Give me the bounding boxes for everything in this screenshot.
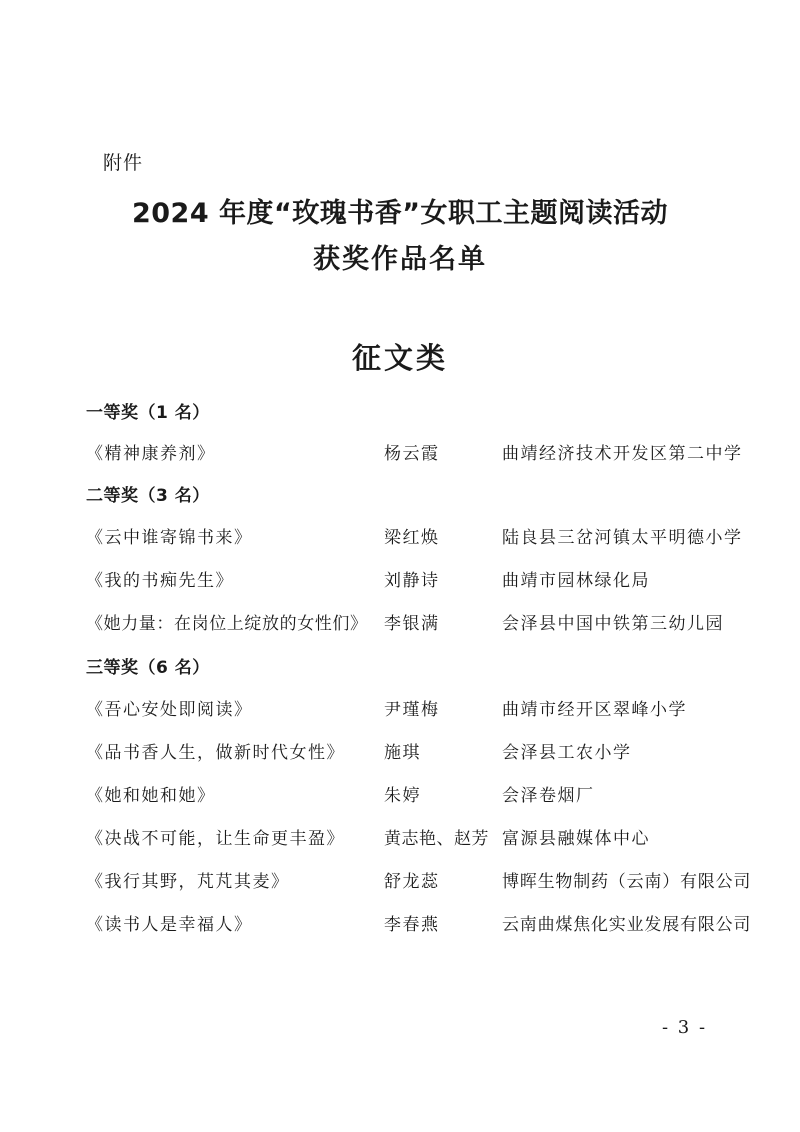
author-name: 施琪 (384, 743, 421, 763)
organization: 会泽县工农小学 (502, 743, 632, 763)
author-name: 舒龙蕊 (384, 872, 440, 892)
award-row (0, 566, 800, 596)
work-title: 《决战不可能，让生命更丰盈》 (86, 829, 345, 849)
tier-heading-third: 三等奖（6 名） (86, 658, 210, 678)
work-title: 《品书香人生，做新时代女性》 (86, 743, 345, 763)
work-title: 《我的书痴先生》 (86, 571, 234, 591)
award-row (0, 439, 800, 469)
author-name: 杨云霞 (384, 444, 440, 464)
organization: 博晖生物制药（云南）有限公司 (502, 872, 752, 892)
author-name: 黄志艳、赵芳 (384, 829, 489, 849)
organization: 曲靖市经开区翠峰小学 (502, 700, 687, 720)
award-row (0, 781, 800, 811)
attachment-label: 附件 (103, 152, 144, 174)
award-row (0, 695, 800, 725)
organization: 会泽卷烟厂 (502, 786, 595, 806)
section-title: 征文类 (351, 341, 448, 375)
author-name: 梁红焕 (384, 528, 440, 548)
award-row (0, 609, 800, 639)
author-name: 李春燕 (384, 915, 440, 935)
work-title: 《我行其野，芃芃其麦》 (86, 872, 290, 892)
work-title: 《她和她和她》 (86, 786, 216, 806)
author-name: 李银满 (384, 614, 440, 634)
author-name: 朱婷 (384, 786, 421, 806)
tier-heading-second: 二等奖（3 名） (86, 486, 210, 506)
organization: 曲靖市园林绿化局 (502, 571, 650, 591)
organization: 会泽县中国中铁第三幼儿园 (502, 614, 724, 634)
organization: 云南曲煤焦化实业发展有限公司 (502, 915, 752, 935)
award-row (0, 867, 800, 897)
award-row (0, 738, 800, 768)
organization: 曲靖经济技术开发区第二中学 (502, 444, 743, 464)
award-row (0, 824, 800, 854)
work-title: 《她力量：在岗位上绽放的女性们》 (86, 614, 368, 634)
document-title: 2024 年度“玫瑰书香”女职工主题阅读活动 (131, 198, 669, 229)
document-subtitle: 获奖作品名单 (313, 244, 487, 275)
author-name: 刘静诗 (384, 571, 440, 591)
work-title: 《精神康养剂》 (86, 444, 216, 464)
work-title: 《云中谁寄锦书来》 (86, 528, 253, 548)
tier-heading-first: 一等奖（1 名） (86, 403, 210, 423)
author-name: 尹瑾梅 (384, 700, 440, 720)
work-title: 《吾心安处即阅读》 (86, 700, 253, 720)
organization: 陆良县三岔河镇太平明德小学 (502, 528, 743, 548)
organization: 富源县融媒体中心 (502, 829, 650, 849)
page-number: - 3 - (662, 1017, 708, 1038)
work-title: 《读书人是幸福人》 (86, 915, 253, 935)
award-row (0, 523, 800, 553)
award-row (0, 910, 800, 940)
